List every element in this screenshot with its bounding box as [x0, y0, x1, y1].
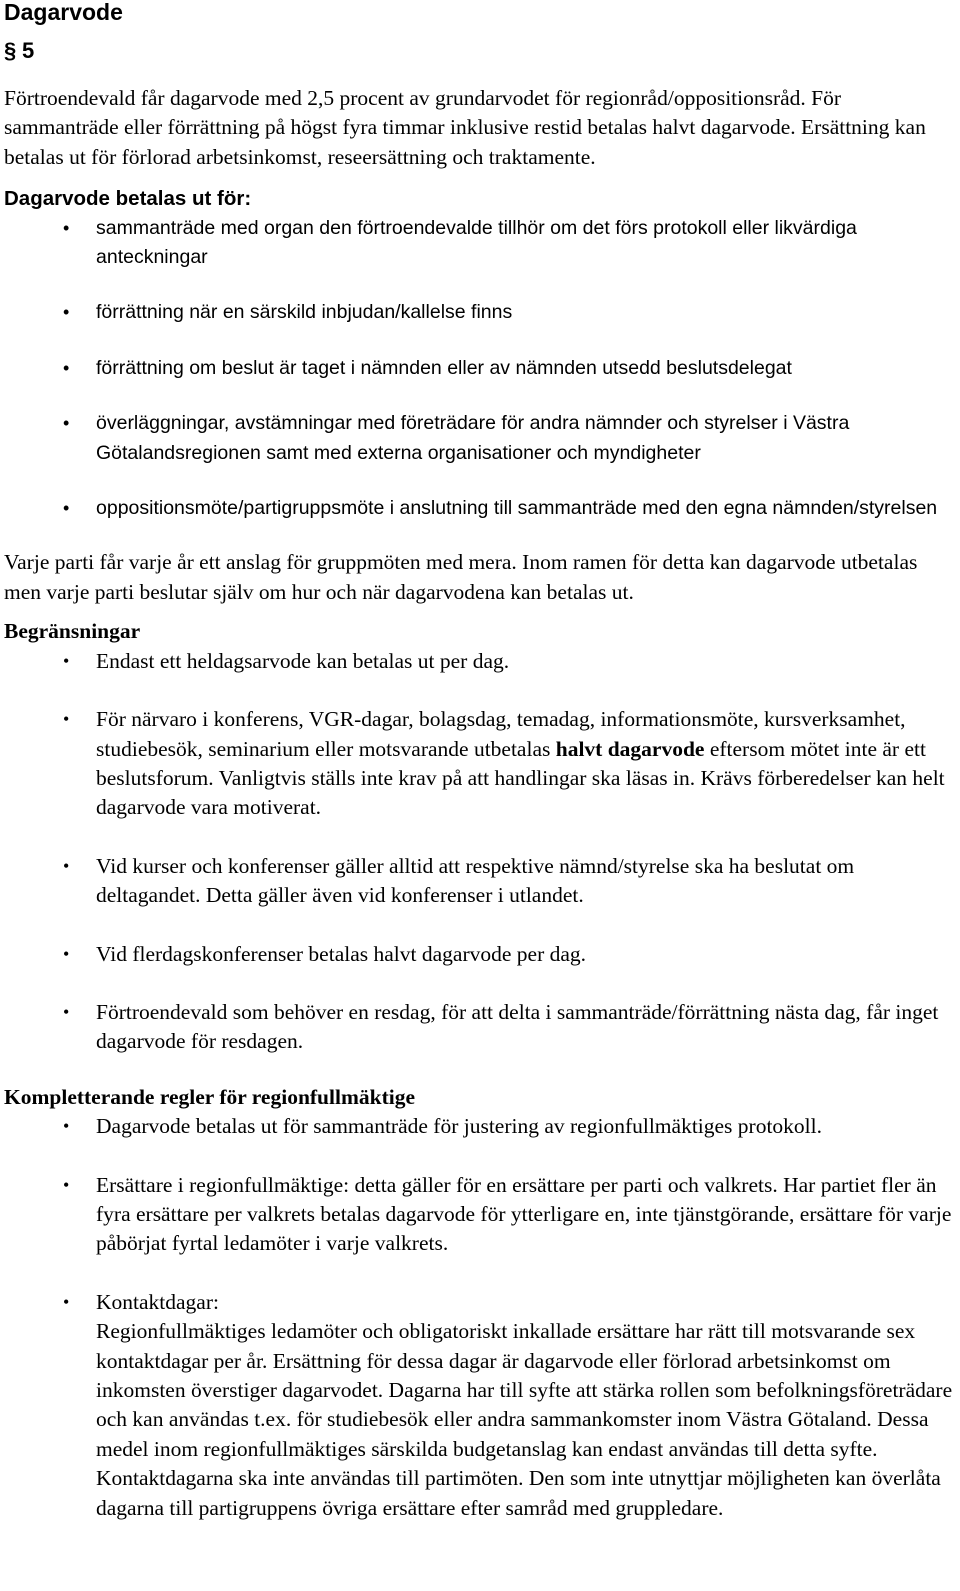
paid-for-heading: Dagarvode betalas ut för:: [4, 187, 252, 211]
list-item: [4, 1288, 954, 1523]
limitations-list: [4, 647, 954, 1057]
list-item: • Förtroendevald som behöver en resdag, för att delta i sammanträde/förrättning nästa dag, får inget dagarvode för resdagen.: [63, 999, 939, 1054]
party-paragraph: Varje parti får varje år ett anslag för gruppmöten med mera. Inom ramen för detta kan dagarvode utbetalas men varje parti beslutar själv om hur och när dagarvodena kan betalas ut.: [4, 550, 918, 604]
bullet-icon: •: [63, 1001, 70, 1022]
document-page: [4, 0, 954, 1523]
bullet-icon: •: [63, 302, 70, 323]
list-item: • För närvaro i konferens, VGR-dagar, bolagsdag, temadag, informationsmöte, kursverksamhet, studiebesök, seminarium eller motsvarande utbetalas halvt dagarvode eftersom mötet inte är ett beslutsforum. Vanligtvis ställs inte krav på att handlingar ska läsas in. Krävs förberedelser kan helt dagarvode vara motiverat.: [63, 707, 945, 820]
bullet-icon: •: [63, 943, 70, 964]
bullet-icon: •: [63, 498, 70, 519]
list-item: • Ersättare i regionfullmäktige: detta gäller för en ersättare per parti och valkrets. Har partiet fler än fyra ersättare per valkrets betalas dagarvode för ytterligare en, inte tjänstgörande, ersättare för varje påbörjat fyrtal ledamöter i varje valkrets.: [63, 1172, 952, 1256]
bullet-icon: •: [63, 650, 70, 671]
list-item: • förrättning när en särskild inbjudan/kallelse finns: [4, 298, 954, 327]
contact-days-label: Kontaktdagar:: [96, 1289, 219, 1314]
supplementary-list: [4, 1112, 954, 1523]
section-symbol: §: [4, 38, 17, 63]
limitations-heading: Begränsningar: [4, 619, 141, 644]
bullet-icon: •: [63, 1174, 70, 1195]
bullet-icon: •: [63, 1291, 70, 1312]
list-item: • Vid flerdagskonferenser betalas halvt dagarvode per dag.: [4, 940, 954, 969]
list-item: • oppositionsmöte/partigruppsmöte i anslutning till sammanträde med den egna nämnden/styrelsen: [4, 494, 954, 523]
list-item: • Vid kurser och konferenser gäller alltid att respektive nämnd/styrelse ska ha beslutat om deltagandet. Detta gäller även vid konferenser i utlandet.: [63, 853, 855, 908]
section-number: 5: [22, 38, 35, 63]
bullet-icon: •: [63, 709, 70, 730]
section-heading: [4, 38, 954, 64]
list-item: • Dagarvode betalas ut för sammanträde för justering av regionfullmäktiges protokoll.: [4, 1112, 954, 1141]
bullet-icon: •: [63, 357, 70, 378]
contact-days-text: Regionfullmäktiges ledamöter och obligatoriskt inkallade ersättare har rätt till motsvarande sex kontaktdagar per år. Ersättning för dessa dagar är dagarvode eller förlorad arbetsinkomst om inkomsten överstiger dagarvodet. Dagarna har till syfte att stärka rollen som befolkningsföreträdare och kan användas t.ex. för studiebesök eller andra sammankomster inom Västra Götaland. Dessa medel inom regionfullmäktiges särskilda budgetanslag kan endast användas till detta syfte. Kontaktdagarna ska inte användas till partimöten. Den som inte utnyttjar möjligheten kan överlåta dagarna till partigruppens övriga ersättare efter samråd med gruppledare.: [96, 1319, 953, 1520]
list-item: • förrättning om beslut är taget i nämnden eller av nämnden utsedd beslutsdelegat: [4, 354, 954, 383]
list-item: • Endast ett heldagsarvode kan betalas ut per dag.: [4, 647, 954, 676]
paid-for-list: [4, 214, 954, 524]
list-item: • sammanträde med organ den förtroendevalde tillhör om det förs protokoll eller likvärdiga anteckningar: [4, 214, 954, 273]
bullet-icon: •: [63, 1116, 70, 1137]
emphasis-half-fee: halvt dagarvode: [555, 736, 705, 761]
intro-paragraph: Förtroendevald får dagarvode med 2,5 procent av grundarvodet för regionråd/oppositionsråd. För sammanträde eller förrättning på högst fyra timmar inklusive restid betalas halvt dagarvode. Ersättning kan betalas ut för förlorad arbetsinkomst, reseersättning och traktamente.: [4, 86, 926, 169]
bullet-icon: •: [63, 855, 70, 876]
supplementary-heading: Kompletterande regler för regionfullmäktige: [4, 1084, 416, 1109]
bullet-icon: •: [63, 413, 70, 434]
document-title: Dagarvode: [4, 0, 123, 25]
list-item: • överläggningar, avstämningar med företrädare för andra nämnder och styrelser i Västra Götalandsregionen samt med externa organisationer och myndigheter: [4, 409, 954, 468]
bullet-icon: •: [63, 217, 70, 238]
